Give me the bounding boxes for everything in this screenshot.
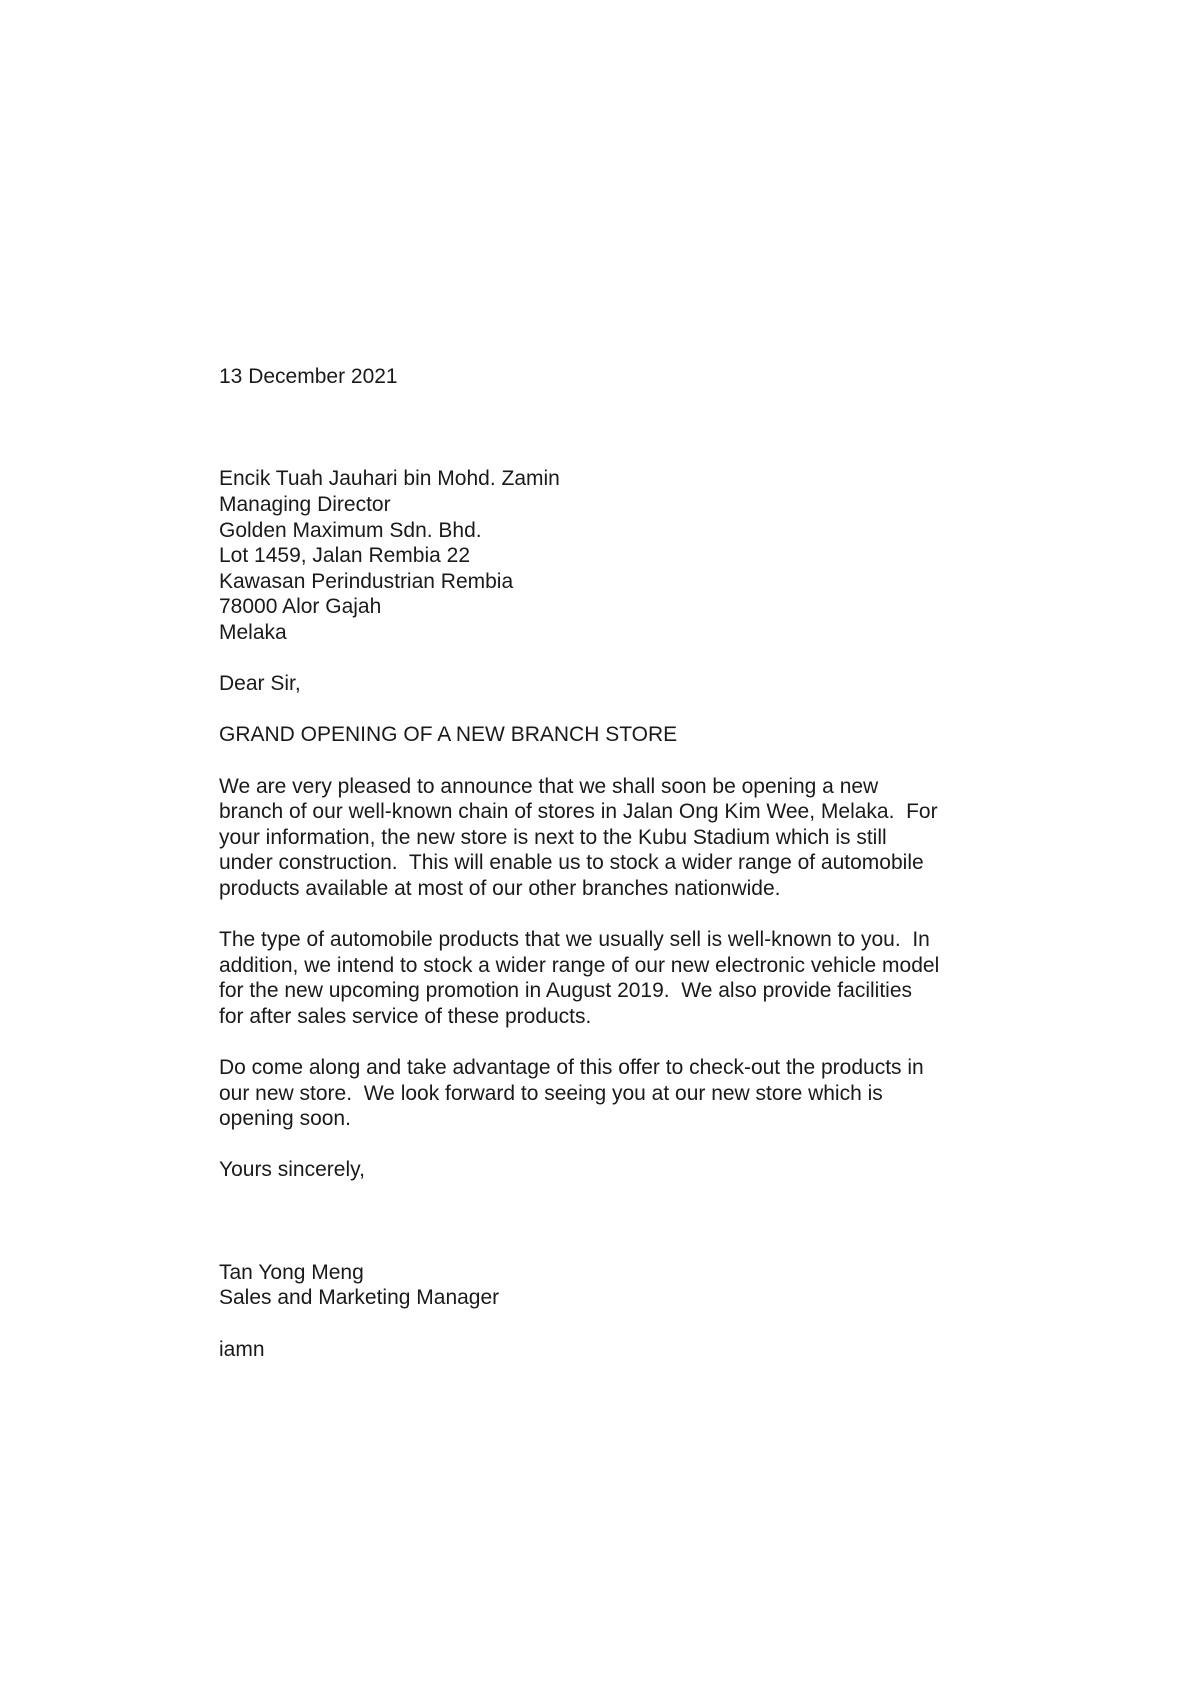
paragraph-line: products available at most of our other branches nationwide. (219, 876, 781, 900)
body-paragraph-1 (219, 774, 999, 902)
paragraph-line: under construction. This will enable us to stock a wider range of automobile (219, 851, 924, 875)
recipient-state: Melaka (219, 620, 287, 644)
salutation: Dear Sir, (219, 672, 301, 696)
paragraph-line: Do come along and take advantage of this offer to check-out the products in (219, 1056, 924, 1080)
recipient-postcode-city: 78000 Alor Gajah (219, 595, 382, 619)
recipient-street: Lot 1459, Jalan Rembia 22 (219, 544, 471, 568)
recipient-area: Kawasan Perindustrian Rembia (219, 569, 514, 593)
paragraph-line: We are very pleased to announce that we shall soon be opening a new (219, 774, 879, 798)
body-paragraph-2 (219, 927, 999, 1029)
signature-block (219, 1260, 999, 1311)
paragraph-line: The type of automobile products that we usually sell is well-known to you. In (219, 928, 930, 952)
letter-date: 13 December 2021 (219, 365, 398, 388)
complimentary-close: Yours sincerely, (219, 1158, 365, 1182)
body-paragraph-3 (219, 1055, 999, 1132)
recipient-company: Golden Maximum Sdn. Bhd. (219, 518, 482, 542)
letter-subject: GRAND OPENING OF A NEW BRANCH STORE (219, 723, 678, 747)
signatory-name: Tan Yong Meng (219, 1260, 364, 1284)
paragraph-line: addition, we intend to stock a wider range of our new electronic vehicle model (219, 953, 940, 977)
reference-initials: iamn (219, 1337, 265, 1361)
paragraph-line: for after sales service of these products. (219, 1004, 592, 1028)
paragraph-line: our new store. We look forward to seeing you at our new store which is (219, 1081, 883, 1105)
paragraph-line: opening soon. (219, 1107, 351, 1131)
paragraph-line: branch of our well-known chain of stores in Jalan Ong Kim Wee, Melaka. For (219, 800, 938, 824)
recipient-position: Managing Director (219, 492, 391, 516)
paragraph-line: for the new upcoming promotion in August 2019. We also provide facilities (219, 979, 912, 1003)
recipient-name: Encik Tuah Jauhari bin Mohd. Zamin (219, 467, 560, 491)
letter-body (219, 364, 999, 1362)
signatory-title: Sales and Marketing Manager (219, 1286, 500, 1310)
recipient-address (219, 466, 999, 645)
paragraph-line: your information, the new store is next to the Kubu Stadium which is still (219, 825, 887, 849)
